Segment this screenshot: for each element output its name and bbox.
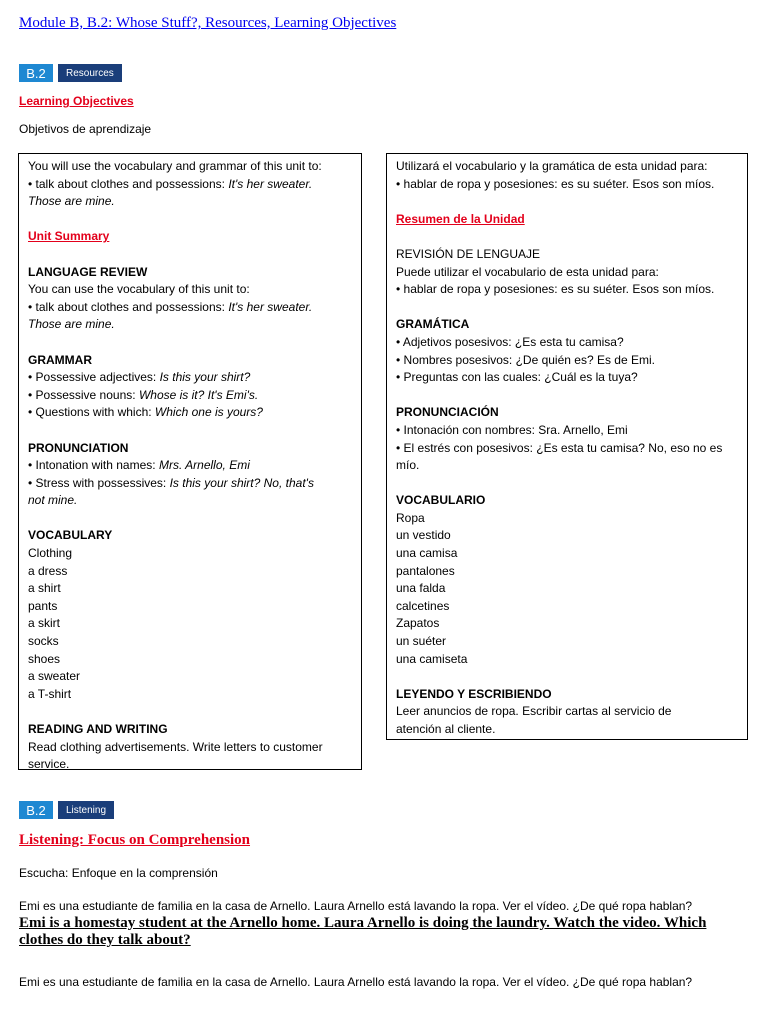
vocab-item: calcetines <box>396 598 450 613</box>
vocab-item: pants <box>28 598 58 613</box>
box-line: • Intonation with names: Mrs. Arnello, Emi <box>28 458 250 473</box>
section-heading: PRONUNCIATION <box>28 440 129 455</box>
vocab-item: a shirt <box>28 581 61 596</box>
unit-summary-heading[interactable]: Unit Summary <box>28 229 110 244</box>
box-line: • Preguntas con las cuales: ¿Cuál es la tuya? <box>396 370 638 385</box>
objectives-box-spanish <box>386 153 748 740</box>
box-line: You can use the vocabulary of this unit to: <box>28 282 250 297</box>
listening-badge[interactable] <box>19 801 114 819</box>
listening-subheading: Escucha: Enfoque en la comprensión <box>19 866 218 880</box>
listening-heading[interactable]: Listening: Focus on Comprehension <box>19 832 251 848</box>
listening-english-line: Emi is a homestay student at the Arnello home. Laura Arnello is doing the laundry. Watch the video. Which <box>19 915 707 931</box>
box-line: Read clothing advertisements. Write letters to customer <box>28 739 323 754</box>
module-title-link[interactable]: Module B, B.2: Whose Stuff?, Resources, Learning Objectives <box>19 15 397 31</box>
section-heading: LANGUAGE REVIEW <box>28 264 148 279</box>
box-line: • El estrés con posesivos: ¿Es esta tu camisa? No, eso no es <box>396 440 723 455</box>
vocab-item: un vestido <box>396 528 451 543</box>
box-intro-line: • talk about clothes and possessions: It's her sweater. <box>28 176 313 191</box>
box-line: • hablar de ropa y posesiones: es su suéter. Esos son míos. <box>396 282 715 297</box>
vocab-item: shoes <box>28 651 61 666</box>
box-intro-line: Utilizará el vocabulario y la gramática de esta unidad para: <box>396 159 708 173</box>
section-heading: VOCABULARIO <box>396 493 486 508</box>
listening-english-line: clothes do they talk about? <box>19 932 191 948</box>
box-line: • Stress with possessives: Is this your shirt? No, that's <box>28 475 314 490</box>
box-line: • Nombres posesivos: ¿De quién es? Es de Emi. <box>396 352 655 367</box>
box-line: Those are mine. <box>28 317 115 332</box>
vocab-item: Clothing <box>28 546 73 561</box>
badge-label: Resources <box>58 64 122 82</box>
section-heading: READING AND WRITING <box>28 722 168 736</box>
section-heading: LEYENDO Y ESCRIBIENDO <box>396 686 552 701</box>
listening-spanish-paragraph: Emi es una estudiante de familia en la casa de Arnello. Laura Arnello está lavando la ropa. Ver el vídeo. ¿De qué ropa hablan? <box>19 899 693 913</box>
section-heading: REVISIÓN DE LENGUAJE <box>396 246 541 261</box>
box-line: service. <box>28 757 70 772</box>
vocab-item: un suéter <box>396 634 447 649</box>
box-line: not mine. <box>28 493 78 508</box>
vocab-item: una falda <box>396 581 446 596</box>
learning-objectives-subheading: Objetivos de aprendizaje <box>19 122 152 136</box>
box-line: • Possessive nouns: Whose is it? It's Emi's. <box>28 387 259 402</box>
vocab-item: pantalones <box>396 563 455 578</box>
section-heading: VOCABULARY <box>28 528 113 543</box>
objectives-box-english <box>18 153 362 770</box>
vocab-item: a T-shirt <box>28 686 72 701</box>
resources-badge[interactable] <box>19 64 122 82</box>
badge-code: B.2 <box>19 801 53 819</box>
box-line: Leer anuncios de ropa. Escribir cartas al servicio de <box>396 704 672 719</box>
vocab-item: a dress <box>28 563 68 578</box>
box-line: • talk about clothes and possessions: It's her sweater. <box>28 299 313 314</box>
unit-summary-heading[interactable]: Resumen de la Unidad <box>396 211 525 226</box>
box-line: • Intonación con nombres: Sra. Arnello, Emi <box>396 422 628 437</box>
box-line: • Questions with which: Which one is yours? <box>28 405 263 420</box>
box-intro-line: You will use the vocabulary and grammar of this unit to: <box>28 159 322 173</box>
section-heading: GRAMÁTICA <box>396 317 470 332</box>
box-line: atención al cliente. <box>396 722 496 736</box>
box-intro-line: • hablar de ropa y posesiones: es su suéter. Esos son míos. <box>396 176 715 191</box>
box-line: • Adjetivos posesivos: ¿Es esta tu camisa? <box>396 334 624 349</box>
learning-objectives-heading[interactable]: Learning Objectives <box>19 94 134 108</box>
vocab-item: socks <box>28 634 59 649</box>
section-heading: GRAMMAR <box>28 352 92 367</box>
box-line: Puede utilizar el vocabulario de esta unidad para: <box>396 264 659 279</box>
badge-label: Listening <box>58 801 114 819</box>
vocab-item: Zapatos <box>396 616 440 631</box>
vocab-item: Ropa <box>396 510 425 525</box>
listening-spanish-paragraph: Emi es una estudiante de familia en la casa de Arnello. Laura Arnello está lavando la ropa. Ver el vídeo. ¿De qué ropa hablan? <box>19 975 693 989</box>
box-intro-line: Those are mine. <box>28 194 115 209</box>
badge-code: B.2 <box>19 64 53 82</box>
vocab-item: una camisa <box>396 546 458 561</box>
vocab-item: a sweater <box>28 669 81 684</box>
vocab-item: a skirt <box>28 616 61 631</box>
vocab-item: una camiseta <box>396 651 468 666</box>
box-line: mío. <box>396 458 420 473</box>
section-heading: PRONUNCIACIÓN <box>396 405 499 420</box>
box-line: • Possessive adjectives: Is this your shirt? <box>28 370 251 385</box>
